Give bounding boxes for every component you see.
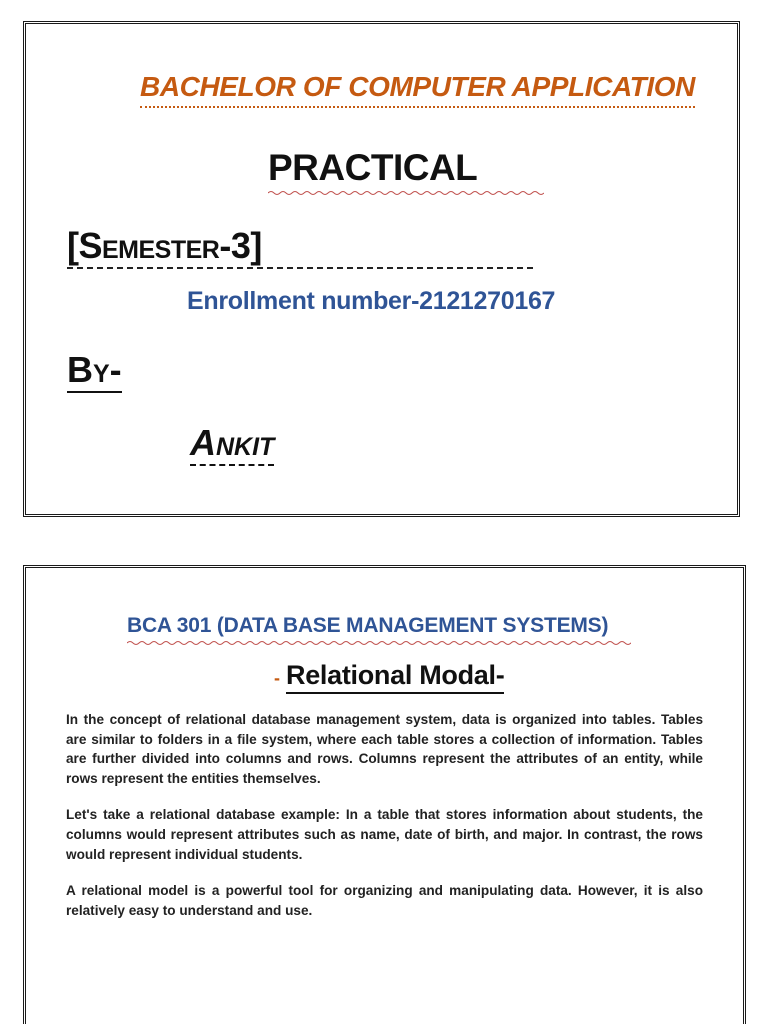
- body-text: [66, 710, 703, 937]
- program-heading: BACHELOR OF COMPUTER APPLICATION: [140, 70, 695, 108]
- enrollment-number: Enrollment number-2121270167: [187, 287, 556, 315]
- content-box: [23, 565, 746, 1024]
- student-name: Ankit: [190, 422, 274, 466]
- paragraph: A relational model is a powerful tool for organizing and manipulating data. However, it is also relatively easy to understand and use.: [66, 883, 703, 918]
- spellcheck-squiggle: [127, 640, 631, 646]
- practical-title: PRACTICAL: [268, 147, 478, 188]
- section-dash: -: [274, 668, 280, 688]
- course-title: BCA 301 (DATA BASE MANAGEMENT SYSTEMS): [127, 614, 609, 637]
- spellcheck-squiggle: [268, 190, 544, 196]
- cover-box: [23, 21, 740, 517]
- section-title: Relational Modal-: [286, 658, 504, 694]
- semester-underline: [67, 264, 533, 269]
- paragraph: In the concept of relational database management system, data is organized into tables. Tables are similar to folders in a file system, where each table stores a collection of information. Tables are further divided into columns and rows. Columns represent the attributes of an entity, while rows represent the entities themselves.: [66, 712, 703, 786]
- by-label: By-: [67, 349, 122, 393]
- paragraph: Let's take a relational database example: In a table that stores information about students, the columns would represent attributes such as name, date of birth, and major. In contrast, the rows would represent individual students.: [66, 807, 703, 862]
- semester-label: [Semester-3]: [67, 225, 262, 266]
